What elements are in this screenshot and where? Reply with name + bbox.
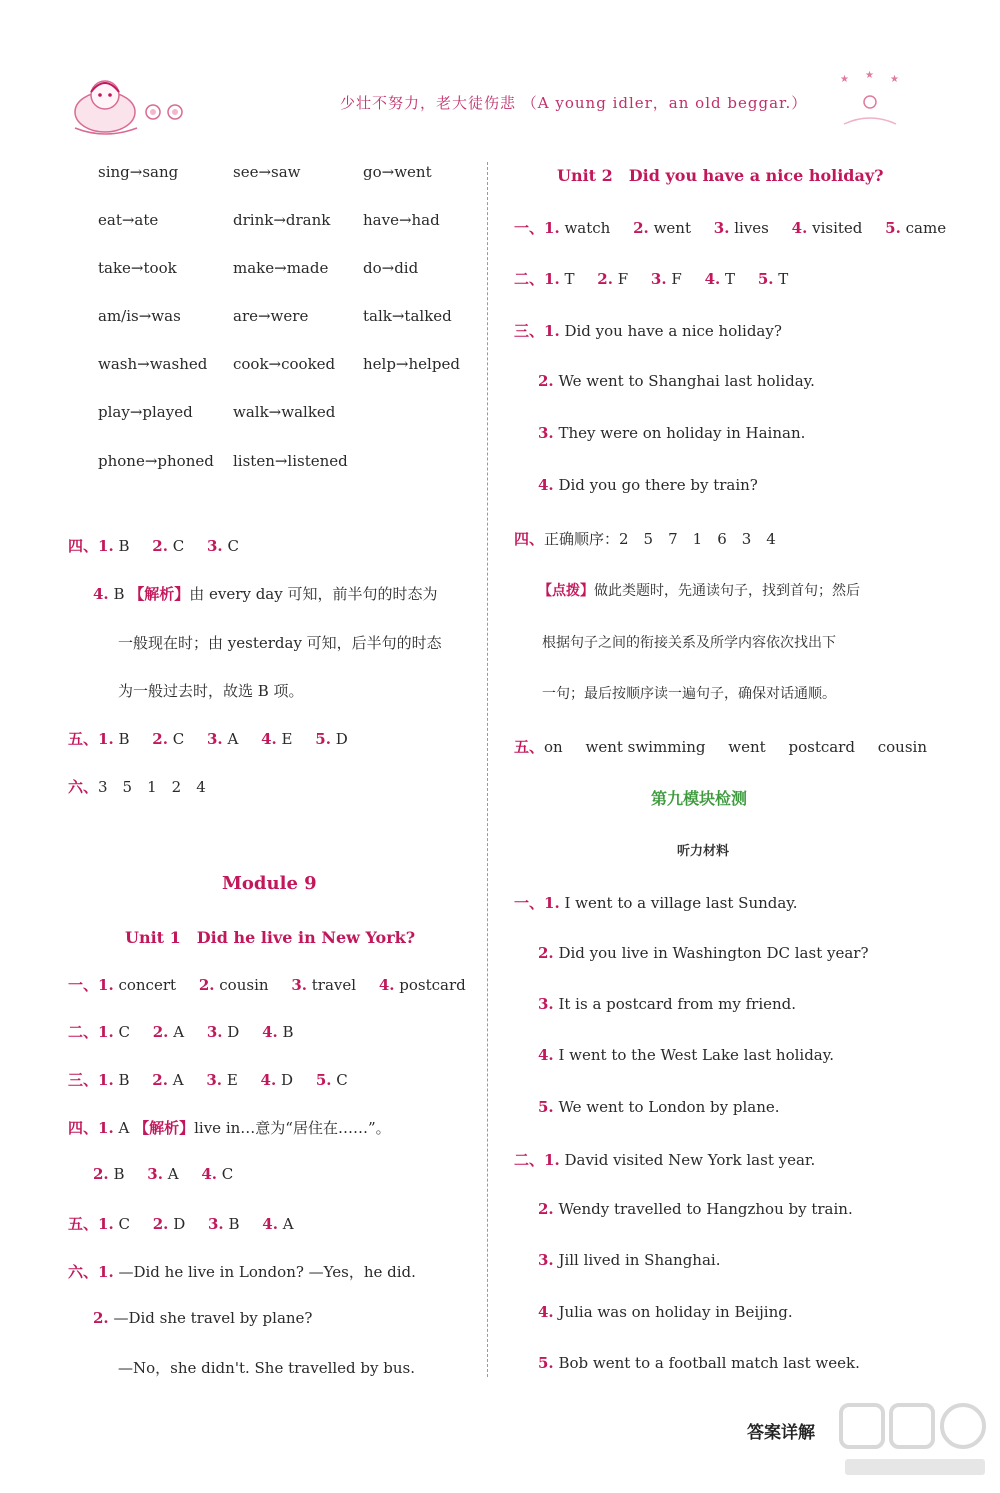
verb-pair: am/is→was [98,307,181,325]
verb-pair: cook→cooked [233,355,336,373]
listening-line: 3. It is a postcard from my friend. [538,995,797,1013]
answer-row: 2. We went to Shanghai last holiday. [538,372,815,390]
page-header [0,60,1000,140]
answer-row: 五、on went swimming went postcard cousin [514,738,927,756]
answer-row: 六、1. —Did he live in London? —Yes，he did. [68,1263,416,1281]
listening-line: 4. I went to the West Lake last holiday. [538,1046,834,1064]
watermark-logo-icon [835,1395,995,1485]
unit-title: Unit 1 Did he live in New York? [125,928,416,947]
footer-label: 答案详解 [747,1423,815,1443]
answer-row: 2. B 3. A 4. C [93,1165,234,1183]
verb-pair: help→helped [363,355,460,373]
verb-pair: walk→walked [233,403,336,421]
verb-pair: play→played [98,403,193,421]
answer-row: 四、1. A 【解析】live in…意为“居住在……”。 [68,1119,391,1137]
listening-line: 2. Did you live in Washington DC last year? [538,944,869,962]
verb-pair: phone→phoned [98,452,214,470]
verb-pair: have→had [363,211,440,229]
listening-line: 2. Wendy travelled to Hangzhou by train. [538,1200,853,1218]
header-motto: 少壮不努力，老大徒伤悲 （A young idler，an old beggar.） [340,94,808,112]
listening-line: 4. Julia was on holiday in Beijing. [538,1303,793,1321]
answer-row-q4: 四、1. B 2. C 3. C [68,537,239,555]
star-decoration-icon [832,68,907,128]
answer-row: 三、1. Did you have a nice holiday? [514,322,782,340]
listening-line: 5. Bob went to a football match last week. [538,1354,860,1372]
tip-line: 根据句子之间的衔接关系及所学内容依次找出下 [542,635,836,651]
verb-pair: make→made [233,259,329,277]
analysis-line: 一般现在时；由 yesterday 可知，后半句的时态 [118,634,442,652]
column-divider [487,162,488,1377]
analysis-line: 4. B 【解析】由 every day 可知，前半句的时态为 [93,585,438,603]
tip-line: 一句；最后按顺序读一遍句子，确保对话通顺。 [542,686,836,702]
verb-pair: listen→listened [233,452,348,470]
answer-row: 四、正确顺序：2 5 7 1 6 3 4 [514,530,776,548]
listening-line: 二、1. David visited New York last year. [514,1151,816,1169]
answer-row: 一、1. concert 2. cousin 3. travel 4. postcard [68,976,466,994]
section-subtitle: 听力材料 [677,844,730,859]
unit-title: Unit 2 Did you have a nice holiday? [557,166,884,185]
answer-row: 3. They were on holiday in Hainan. [538,424,806,442]
verb-pair: take→took [98,259,177,277]
answer-row: 二、1. T 2. F 3. F 4. T 5. T [514,270,789,288]
listening-line: 一、1. I went to a village last Sunday. [514,894,798,912]
answer-row-q6: 六、3 5 1 2 4 [68,778,206,796]
listening-line: 5. We went to London by plane. [538,1098,780,1116]
tip-line: 【点拨】做此类题时，先通读句子，找到首句；然后 [538,583,860,599]
verb-pair: eat→ate [98,211,159,229]
svg-text:★: ★ [890,74,899,85]
answer-row-q5: 五、1. B 2. C 3. A 4. E 5. D [68,730,348,748]
verb-pair: drink→drank [233,211,331,229]
verb-pair: do→did [363,259,419,277]
answer-row: 2. —Did she travel by plane? [93,1309,313,1327]
analysis-line: 为一般过去时，故选 B 项。 [118,682,304,700]
svg-text:★: ★ [865,70,874,81]
verb-pair: talk→talked [363,307,452,325]
verb-pair: go→went [363,163,432,181]
answer-row: 三、1. B 2. A 3. E 4. D 5. C [68,1071,348,1089]
listening-line: 3. Jill lived in Shanghai. [538,1251,721,1269]
verb-pair: see→saw [233,163,301,181]
answer-row: —No，she didn't. She travelled by bus. [118,1359,415,1377]
answer-row: 一、1. watch 2. went 3. lives 4. visited 5. came [514,219,947,237]
module-title: Module 9 [222,873,317,894]
section-title: 第九模块检测 [651,789,748,808]
verb-pair: sing→sang [98,163,179,181]
answer-row: 4. Did you go there by train? [538,476,758,494]
svg-text:★: ★ [840,74,849,85]
answer-row: 五、1. C 2. D 3. B 4. A [68,1215,294,1233]
verb-pair: are→were [233,307,309,325]
cartoon-girl-illustration [65,70,190,140]
answer-row: 二、1. C 2. A 3. D 4. B [68,1023,294,1041]
verb-pair: wash→washed [98,355,208,373]
